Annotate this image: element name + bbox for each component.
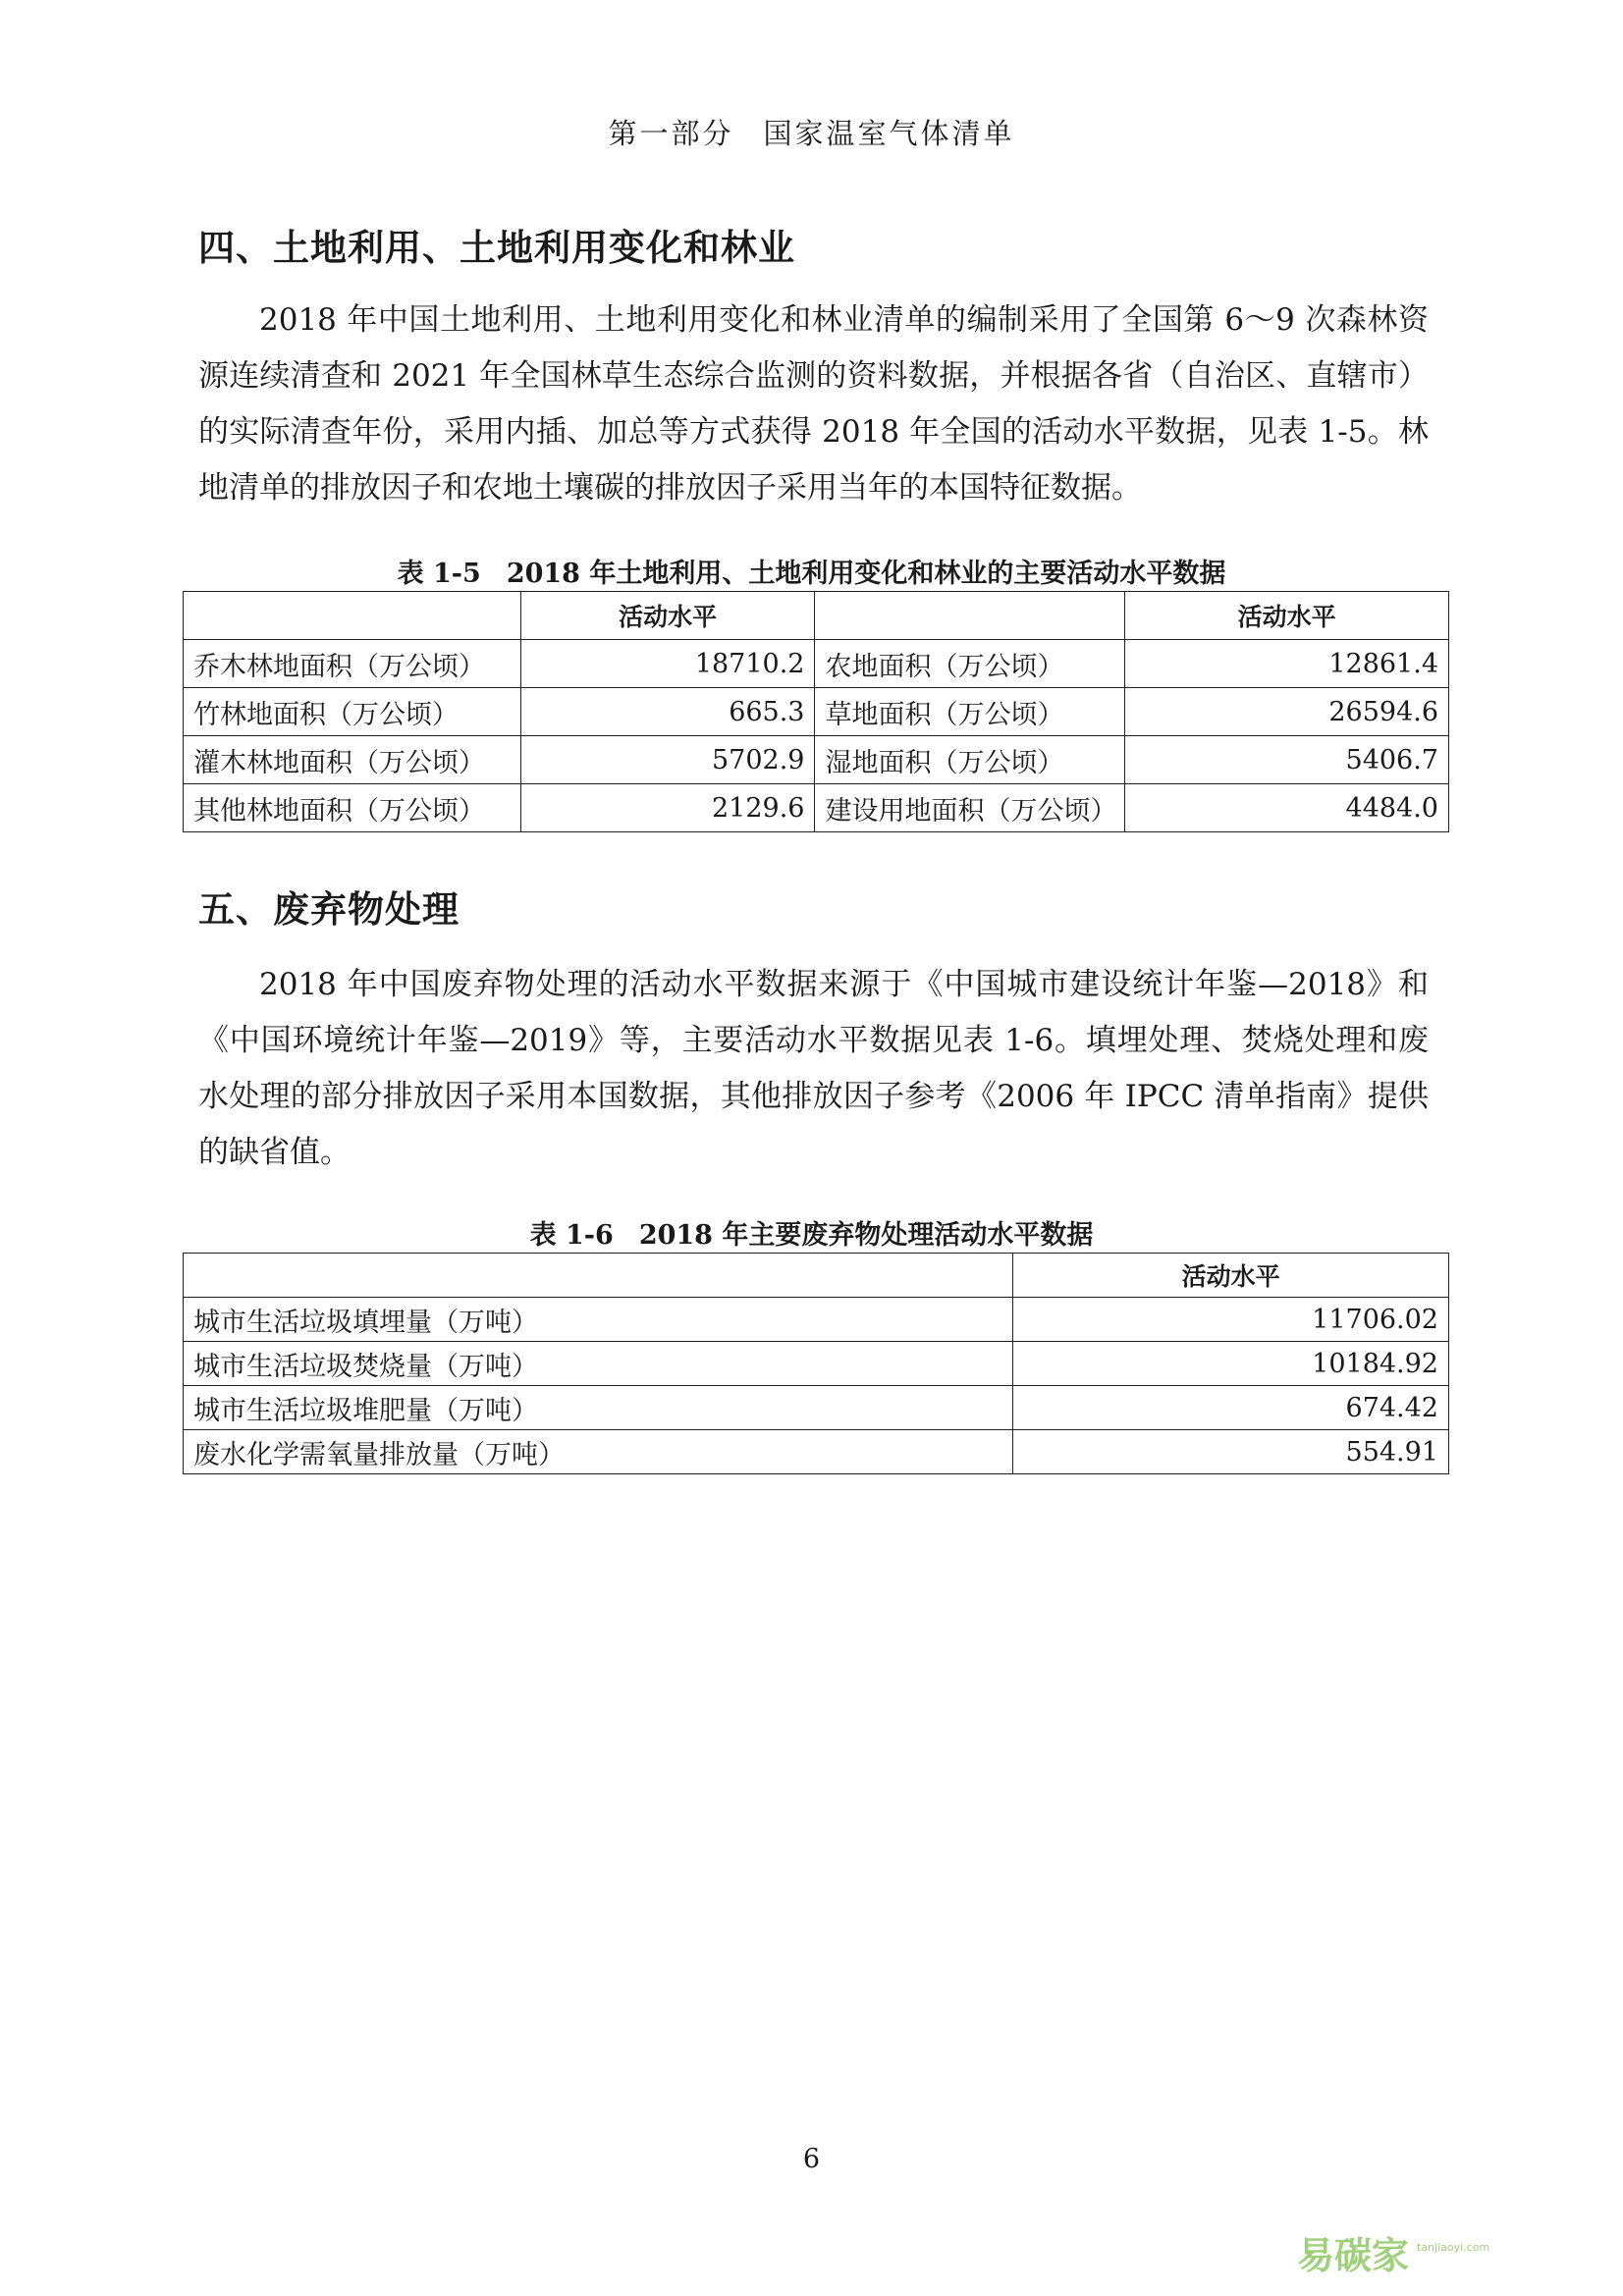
table-row	[184, 1254, 1449, 1298]
table-1-5-number: 表 1-5	[397, 559, 481, 589]
row-label: 乔木林地面积（万公顷）	[184, 640, 521, 688]
table-row	[184, 784, 1449, 832]
row-value: 554.91	[1013, 1430, 1449, 1474]
table-1-6	[183, 1253, 1449, 1474]
table-row	[184, 1386, 1449, 1430]
paragraph-waste: 2018 年中国废弃物处理的活动水平数据来源于《中国城市建设统计年鉴—2018》和《中国环境统计年鉴—2019》等，主要活动水平数据见表 1-6。填埋处理、焚烧处理和废水处理的部分排放因子采用本国数据，其他排放因子参考《2006 年 IPCC 清单指南》提供的缺省值。	[198, 967, 1429, 1170]
row-value: 11706.02	[1013, 1298, 1449, 1342]
row-label: 农地面积（万公顷）	[815, 640, 1125, 688]
section-heading-lulucf: 四、土地利用、土地利用变化和林业	[198, 227, 795, 269]
row-value: 5406.7	[1125, 736, 1449, 784]
table-row	[184, 736, 1449, 784]
table-row	[184, 640, 1449, 688]
watermark-domain: tanjiaoyi.com	[1417, 2241, 1490, 2254]
table-row	[184, 1342, 1449, 1386]
row-label: 灌木林地面积（万公顷）	[184, 736, 521, 784]
page-header	[0, 112, 1623, 152]
row-value: 2129.6	[520, 784, 815, 832]
table-1-6-caption	[0, 1213, 1623, 1252]
row-label: 竹林地面积（万公顷）	[184, 688, 521, 736]
row-label: 湿地面积（万公顷）	[815, 736, 1125, 784]
section-heading-waste: 五、废弃物处理	[198, 888, 460, 931]
row-label: 城市生活垃圾填埋量（万吨）	[184, 1298, 1013, 1342]
watermark-logo	[1297, 2229, 1513, 2278]
row-value: 5702.9	[520, 736, 815, 784]
row-value: 18710.2	[520, 640, 815, 688]
row-label: 建设用地面积（万公顷）	[815, 784, 1125, 832]
table-1-5-caption	[0, 552, 1623, 590]
row-label: 城市生活垃圾堆肥量（万吨）	[184, 1386, 1013, 1430]
row-label: 城市生活垃圾焚烧量（万吨）	[184, 1342, 1013, 1386]
row-label: 草地面积（万公顷）	[815, 688, 1125, 736]
row-value: 4484.0	[1125, 784, 1449, 832]
watermark-brand: 易碳家	[1297, 2234, 1410, 2277]
table-row	[184, 592, 1449, 640]
page-number: 6	[802, 2144, 821, 2174]
row-label: 废水化学需氧量排放量（万吨）	[184, 1430, 1013, 1474]
column-header: 活动水平	[1125, 592, 1449, 640]
table-row	[184, 688, 1449, 736]
column-header: 活动水平	[520, 592, 815, 640]
row-value: 665.3	[520, 688, 815, 736]
row-value: 12861.4	[1125, 640, 1449, 688]
row-label: 其他林地面积（万公顷）	[184, 784, 521, 832]
table-row	[184, 1298, 1449, 1342]
row-value: 10184.92	[1013, 1342, 1449, 1386]
column-header: 活动水平	[1013, 1254, 1449, 1298]
table-row	[184, 1430, 1449, 1474]
table-1-5	[183, 591, 1449, 832]
table-1-6-number: 表 1-6	[529, 1220, 614, 1251]
header-title: 国家温室气体清单	[763, 117, 1015, 150]
row-value: 674.42	[1013, 1386, 1449, 1430]
header-part: 第一部分	[608, 117, 734, 150]
paragraph-lulucf: 2018 年中国土地利用、土地利用变化和林业清单的编制采用了全国第 6～9 次森林资源连续清查和 2021 年全国林草生态综合监测的资料数据，并根据各省（自治区、直辖市）的实际清查年份，采用内插、加总等方式获得 2018 年全国的活动水平数据，见表 1-5。林地清单的排放因子和农地土壤碳的排放因子采用当年的本国特征数据。	[198, 302, 1429, 506]
row-value: 26594.6	[1125, 688, 1449, 736]
table-1-5-title: 2018 年土地利用、土地利用变化和林业的主要活动水平数据	[506, 559, 1226, 589]
table-1-6-title: 2018 年主要废弃物处理活动水平数据	[638, 1220, 1094, 1251]
